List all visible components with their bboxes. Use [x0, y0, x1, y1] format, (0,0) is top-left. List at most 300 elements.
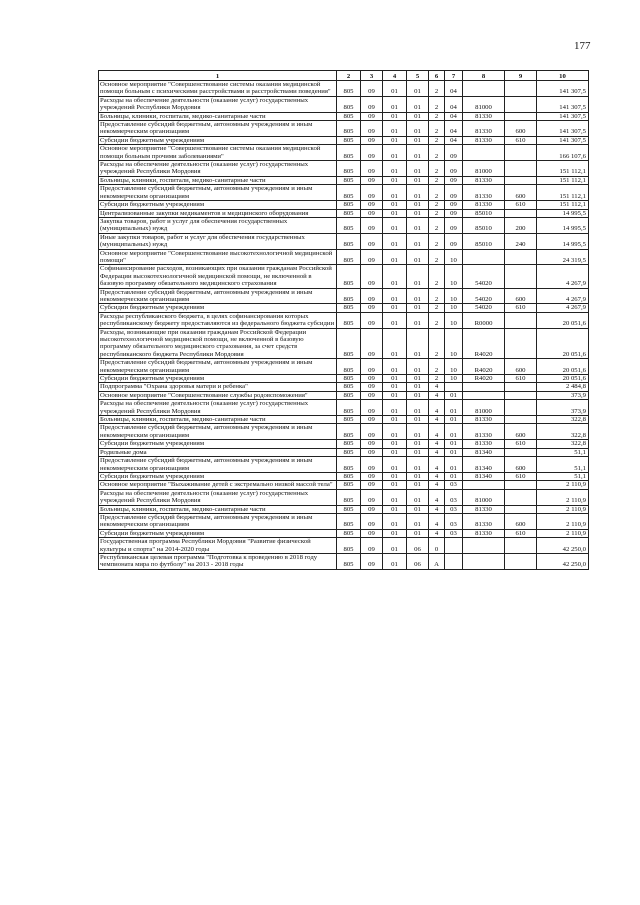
cell-direction-code: [463, 249, 505, 265]
budget-table: [98, 70, 589, 570]
cell-direction-code: 54020: [463, 288, 505, 304]
cell-activity-code: 09: [445, 176, 463, 184]
table-row: [99, 529, 589, 537]
cell-amount: 42 250,0: [537, 538, 589, 554]
table-row: [99, 209, 589, 217]
cell-subsection-code: 01: [383, 400, 407, 416]
cell-expense-type-code: 600: [505, 121, 537, 137]
cell-item-name: Субсидии бюджетным учреждениям: [99, 201, 337, 209]
cell-subsection-code: 01: [383, 233, 407, 249]
table-row: [99, 265, 589, 288]
cell-expense-type-code: [505, 538, 537, 554]
cell-amount: 2 110,9: [537, 513, 589, 529]
cell-direction-code: 81330: [463, 112, 505, 120]
cell-item-name: Иные закупки товаров, работ и услуг для обеспечения государственных (муниципальных) нужд: [99, 233, 337, 249]
table-row: [99, 513, 589, 529]
column-header: 8: [463, 71, 505, 81]
cell-item-name: Централизованные закупки медикаментов и медицинского оборудования: [99, 209, 337, 217]
cell-activity-code: 03: [445, 505, 463, 513]
cell-item-name: Расходы республиканского бюджета, в целях софинансирования которых республиканскому бюджету предоставляются из федерального бюджета субсидии: [99, 312, 337, 328]
cell-activity-code: 01: [445, 416, 463, 424]
cell-item-name: Подпрограмма "Охрана здоровья матери и ребенка": [99, 383, 337, 391]
cell-program-code: 01: [407, 96, 429, 112]
column-header: 10: [537, 71, 589, 81]
cell-item-name: Закупка товаров, работ и услуг для обеспечения государственных (муниципальных) нужд: [99, 217, 337, 233]
cell-section-code: 09: [361, 400, 383, 416]
cell-direction-code: 81330: [463, 121, 505, 137]
cell-activity-code: 04: [445, 136, 463, 144]
cell-section-code: 09: [361, 457, 383, 473]
cell-program-code: 01: [407, 136, 429, 144]
cell-expense-type-code: 610: [505, 440, 537, 448]
cell-section-code: 09: [361, 505, 383, 513]
table-row: [99, 416, 589, 424]
cell-program-code: 01: [407, 457, 429, 473]
cell-item-name: Софинансирование расходов, возникающих при оказании гражданам Российской Федерации высокотехнологичной медицинской помощи, не включенной в базовую программу обязательного медицинского страхования: [99, 265, 337, 288]
cell-ministry-code: 805: [337, 448, 361, 456]
cell-item-name: Субсидии бюджетным учреждениям: [99, 529, 337, 537]
cell-section-code: 09: [361, 529, 383, 537]
cell-section-code: 09: [361, 209, 383, 217]
cell-subsection-code: 01: [383, 112, 407, 120]
cell-expense-type-code: 600: [505, 359, 537, 375]
table-body: [99, 81, 589, 570]
cell-direction-code: R4020: [463, 375, 505, 383]
cell-expense-type-code: [505, 176, 537, 184]
table-row: [99, 505, 589, 513]
cell-direction-code: R0000: [463, 312, 505, 328]
cell-program-code: 01: [407, 440, 429, 448]
cell-subsection-code: 01: [383, 375, 407, 383]
cell-expense-type-code: [505, 96, 537, 112]
cell-item-name: Родильные дома: [99, 448, 337, 456]
cell-activity-code: [445, 538, 463, 554]
cell-amount: 51,1: [537, 457, 589, 473]
cell-ministry-code: 805: [337, 416, 361, 424]
cell-program-code: 01: [407, 161, 429, 177]
cell-item-name: Основное мероприятие "Совершенствование высокотехнологичной медицинской помощи": [99, 249, 337, 265]
cell-program-code: 01: [407, 400, 429, 416]
cell-subprogram-code: 4: [429, 416, 445, 424]
cell-amount: 24 319,5: [537, 249, 589, 265]
cell-amount: 322,8: [537, 440, 589, 448]
cell-item-name: Больницы, клиники, госпитали, медико-санитарные части: [99, 176, 337, 184]
cell-expense-type-code: [505, 112, 537, 120]
cell-section-code: 09: [361, 538, 383, 554]
budget-table-container: [98, 70, 588, 570]
cell-subsection-code: 01: [383, 81, 407, 97]
cell-subprogram-code: 2: [429, 145, 445, 161]
cell-expense-type-code: [505, 481, 537, 489]
table-row: [99, 288, 589, 304]
cell-direction-code: 81000: [463, 489, 505, 505]
cell-direction-code: 54020: [463, 304, 505, 312]
cell-section-code: 09: [361, 375, 383, 383]
cell-ministry-code: 805: [337, 112, 361, 120]
table-row: [99, 538, 589, 554]
cell-activity-code: 01: [445, 424, 463, 440]
cell-subsection-code: 01: [383, 383, 407, 391]
cell-expense-type-code: [505, 312, 537, 328]
cell-subprogram-code: 2: [429, 185, 445, 201]
cell-expense-type-code: 610: [505, 304, 537, 312]
cell-item-name: Больницы, клиники, госпитали, медико-санитарные части: [99, 416, 337, 424]
cell-activity-code: 09: [445, 201, 463, 209]
cell-program-code: 01: [407, 112, 429, 120]
cell-direction-code: 81330: [463, 424, 505, 440]
cell-activity-code: 03: [445, 513, 463, 529]
cell-activity-code: 03: [445, 489, 463, 505]
cell-item-name: Предоставление субсидий бюджетным, автономным учреждениям и иным некоммерческим организациям: [99, 121, 337, 137]
column-header: 6: [429, 71, 445, 81]
table-row: [99, 136, 589, 144]
cell-ministry-code: 805: [337, 359, 361, 375]
column-header: 2: [337, 71, 361, 81]
cell-activity-code: 03: [445, 481, 463, 489]
cell-direction-code: 85010: [463, 233, 505, 249]
cell-item-name: Расходы на обеспечение деятельности (оказание услуг) государственных учреждений Республики Мордовия: [99, 400, 337, 416]
cell-amount: 2 110,9: [537, 481, 589, 489]
table-row: [99, 176, 589, 184]
cell-activity-code: [445, 553, 463, 569]
cell-expense-type-code: [505, 416, 537, 424]
cell-activity-code: 10: [445, 288, 463, 304]
cell-amount: 322,8: [537, 424, 589, 440]
cell-section-code: 09: [361, 553, 383, 569]
cell-subsection-code: 01: [383, 457, 407, 473]
cell-subsection-code: 01: [383, 529, 407, 537]
column-header: 4: [383, 71, 407, 81]
cell-amount: 20 051,6: [537, 359, 589, 375]
cell-amount: 141 307,5: [537, 81, 589, 97]
cell-program-code: 01: [407, 312, 429, 328]
cell-expense-type-code: 200: [505, 217, 537, 233]
cell-subsection-code: 01: [383, 312, 407, 328]
cell-ministry-code: 805: [337, 383, 361, 391]
table-row: [99, 375, 589, 383]
cell-direction-code: 81000: [463, 400, 505, 416]
cell-program-code: 01: [407, 185, 429, 201]
cell-subprogram-code: 2: [429, 161, 445, 177]
table-row: [99, 489, 589, 505]
cell-subsection-code: 01: [383, 209, 407, 217]
page-number: 177: [574, 40, 591, 52]
cell-expense-type-code: [505, 553, 537, 569]
cell-amount: 141 307,5: [537, 121, 589, 137]
cell-amount: 141 307,5: [537, 96, 589, 112]
cell-expense-type-code: 610: [505, 529, 537, 537]
cell-direction-code: 81330: [463, 505, 505, 513]
cell-direction-code: [463, 81, 505, 97]
table-row: [99, 383, 589, 391]
cell-direction-code: R4020: [463, 359, 505, 375]
cell-expense-type-code: [505, 505, 537, 513]
cell-subprogram-code: 2: [429, 288, 445, 304]
cell-ministry-code: 805: [337, 217, 361, 233]
cell-program-code: 01: [407, 448, 429, 456]
cell-expense-type-code: 610: [505, 136, 537, 144]
cell-item-name: Больницы, клиники, госпитали, медико-санитарные части: [99, 505, 337, 513]
cell-amount: 151 112,1: [537, 161, 589, 177]
cell-section-code: 09: [361, 448, 383, 456]
table-row: [99, 400, 589, 416]
cell-ministry-code: 805: [337, 233, 361, 249]
cell-ministry-code: 805: [337, 249, 361, 265]
cell-subprogram-code: 4: [429, 391, 445, 399]
cell-activity-code: 01: [445, 448, 463, 456]
cell-ministry-code: 805: [337, 472, 361, 480]
cell-activity-code: 03: [445, 529, 463, 537]
cell-program-code: 01: [407, 416, 429, 424]
cell-subprogram-code: 2: [429, 96, 445, 112]
cell-expense-type-code: 600: [505, 457, 537, 473]
cell-expense-type-code: [505, 383, 537, 391]
cell-amount: 151 112,1: [537, 176, 589, 184]
cell-amount: 20 051,6: [537, 328, 589, 359]
cell-subprogram-code: 2: [429, 217, 445, 233]
cell-subprogram-code: 2: [429, 265, 445, 288]
table-row: [99, 328, 589, 359]
cell-direction-code: 81340: [463, 472, 505, 480]
cell-section-code: 09: [361, 176, 383, 184]
table-row: [99, 112, 589, 120]
cell-subsection-code: 01: [383, 489, 407, 505]
cell-subsection-code: 01: [383, 440, 407, 448]
cell-subsection-code: 01: [383, 136, 407, 144]
cell-expense-type-code: [505, 145, 537, 161]
cell-subsection-code: 01: [383, 217, 407, 233]
cell-subprogram-code: 4: [429, 440, 445, 448]
cell-amount: 2 484,8: [537, 383, 589, 391]
cell-activity-code: 01: [445, 472, 463, 480]
table-row: [99, 145, 589, 161]
cell-subprogram-code: 2: [429, 312, 445, 328]
cell-program-code: 01: [407, 145, 429, 161]
cell-activity-code: 04: [445, 96, 463, 112]
table-row: [99, 312, 589, 328]
cell-direction-code: 81330: [463, 513, 505, 529]
cell-ministry-code: 805: [337, 529, 361, 537]
cell-direction-code: 81330: [463, 176, 505, 184]
cell-activity-code: 09: [445, 145, 463, 161]
cell-ministry-code: 805: [337, 288, 361, 304]
cell-subsection-code: 01: [383, 249, 407, 265]
cell-subprogram-code: 2: [429, 304, 445, 312]
cell-amount: 166 107,6: [537, 145, 589, 161]
cell-direction-code: [463, 553, 505, 569]
cell-direction-code: 85010: [463, 217, 505, 233]
cell-program-code: 01: [407, 304, 429, 312]
table-row: [99, 457, 589, 473]
cell-amount: 14 995,5: [537, 209, 589, 217]
cell-amount: 322,8: [537, 416, 589, 424]
cell-ministry-code: 805: [337, 400, 361, 416]
cell-program-code: 01: [407, 209, 429, 217]
cell-section-code: 09: [361, 489, 383, 505]
cell-ministry-code: 805: [337, 96, 361, 112]
cell-amount: 4 267,9: [537, 288, 589, 304]
cell-program-code: 01: [407, 424, 429, 440]
cell-section-code: 09: [361, 233, 383, 249]
cell-activity-code: 01: [445, 440, 463, 448]
cell-expense-type-code: [505, 400, 537, 416]
cell-subprogram-code: 2: [429, 375, 445, 383]
cell-item-name: Предоставление субсидий бюджетным, автономным учреждениям и иным некоммерческим организациям: [99, 424, 337, 440]
cell-item-name: Государственная программа Республики Мордовия "Развитие физической культуры и спорта" на 2014-2020 годы: [99, 538, 337, 554]
cell-section-code: 09: [361, 161, 383, 177]
cell-subsection-code: 01: [383, 185, 407, 201]
cell-expense-type-code: [505, 209, 537, 217]
table-row: [99, 472, 589, 480]
cell-program-code: 01: [407, 233, 429, 249]
cell-subprogram-code: 4: [429, 448, 445, 456]
cell-section-code: 09: [361, 440, 383, 448]
cell-program-code: 01: [407, 121, 429, 137]
cell-ministry-code: 805: [337, 457, 361, 473]
cell-expense-type-code: [505, 81, 537, 97]
cell-section-code: 09: [361, 391, 383, 399]
cell-ministry-code: 805: [337, 209, 361, 217]
cell-subsection-code: 01: [383, 288, 407, 304]
cell-item-name: Основное мероприятие "Выхаживание детей с экстремально низкой массой тела": [99, 481, 337, 489]
cell-item-name: Предоставление субсидий бюджетным, автономным учреждениям и иным некоммерческим организациям: [99, 457, 337, 473]
cell-activity-code: 04: [445, 81, 463, 97]
cell-activity-code: 10: [445, 249, 463, 265]
cell-amount: 51,1: [537, 448, 589, 456]
cell-section-code: 09: [361, 481, 383, 489]
cell-program-code: 01: [407, 481, 429, 489]
table-row: [99, 121, 589, 137]
cell-ministry-code: 805: [337, 328, 361, 359]
cell-ministry-code: 805: [337, 201, 361, 209]
cell-section-code: 09: [361, 136, 383, 144]
table-row: [99, 233, 589, 249]
cell-item-name: Республиканская целевая программа "Подготовка к проведению в 2018 году чемпионата мира по футболу" на 2013 - 2018 годы: [99, 553, 337, 569]
cell-subsection-code: 01: [383, 481, 407, 489]
cell-section-code: 09: [361, 416, 383, 424]
cell-expense-type-code: [505, 489, 537, 505]
cell-ministry-code: 805: [337, 185, 361, 201]
cell-activity-code: 10: [445, 265, 463, 288]
cell-program-code: 01: [407, 288, 429, 304]
cell-section-code: 09: [361, 145, 383, 161]
cell-amount: 373,9: [537, 391, 589, 399]
cell-section-code: 09: [361, 112, 383, 120]
cell-subsection-code: 01: [383, 201, 407, 209]
cell-ministry-code: 805: [337, 538, 361, 554]
cell-ministry-code: 805: [337, 81, 361, 97]
cell-activity-code: 09: [445, 161, 463, 177]
cell-activity-code: [445, 383, 463, 391]
cell-program-code: 01: [407, 529, 429, 537]
column-header: 3: [361, 71, 383, 81]
cell-item-name: Основное мероприятие "Совершенствование службы родовспоможения": [99, 391, 337, 399]
cell-item-name: Больницы, клиники, госпитали, медико-санитарные части: [99, 112, 337, 120]
cell-ministry-code: 805: [337, 136, 361, 144]
cell-expense-type-code: 600: [505, 513, 537, 529]
cell-program-code: 06: [407, 538, 429, 554]
cell-activity-code: 09: [445, 185, 463, 201]
cell-item-name: Субсидии бюджетным учреждениям: [99, 440, 337, 448]
cell-section-code: 09: [361, 185, 383, 201]
cell-ministry-code: 805: [337, 375, 361, 383]
cell-ministry-code: 805: [337, 265, 361, 288]
cell-program-code: 01: [407, 383, 429, 391]
cell-expense-type-code: 600: [505, 424, 537, 440]
table-row: [99, 448, 589, 456]
cell-ministry-code: 805: [337, 161, 361, 177]
cell-ministry-code: 805: [337, 391, 361, 399]
cell-expense-type-code: 600: [505, 288, 537, 304]
cell-direction-code: [463, 383, 505, 391]
cell-activity-code: 09: [445, 233, 463, 249]
cell-amount: 141 307,5: [537, 136, 589, 144]
cell-subprogram-code: 4: [429, 529, 445, 537]
cell-ministry-code: 805: [337, 440, 361, 448]
cell-subsection-code: 01: [383, 448, 407, 456]
cell-subprogram-code: 2: [429, 209, 445, 217]
cell-activity-code: 10: [445, 375, 463, 383]
cell-subsection-code: 01: [383, 161, 407, 177]
cell-subprogram-code: А: [429, 553, 445, 569]
cell-amount: 151 112,1: [537, 201, 589, 209]
cell-program-code: 01: [407, 472, 429, 480]
table-row: [99, 81, 589, 97]
cell-subprogram-code: 4: [429, 457, 445, 473]
cell-direction-code: [463, 538, 505, 554]
cell-direction-code: 85010: [463, 209, 505, 217]
cell-direction-code: [463, 481, 505, 489]
cell-program-code: 01: [407, 489, 429, 505]
cell-subsection-code: 01: [383, 391, 407, 399]
cell-direction-code: R4020: [463, 328, 505, 359]
cell-amount: 14 995,5: [537, 217, 589, 233]
cell-expense-type-code: [505, 391, 537, 399]
cell-amount: 51,1: [537, 472, 589, 480]
cell-subsection-code: 01: [383, 553, 407, 569]
cell-program-code: 01: [407, 249, 429, 265]
table-row: [99, 304, 589, 312]
cell-amount: 373,9: [537, 400, 589, 416]
cell-expense-type-code: 240: [505, 233, 537, 249]
cell-subprogram-code: 4: [429, 424, 445, 440]
cell-direction-code: 81340: [463, 457, 505, 473]
cell-item-name: Субсидии бюджетным учреждениям: [99, 136, 337, 144]
cell-ministry-code: 805: [337, 312, 361, 328]
cell-program-code: 01: [407, 217, 429, 233]
cell-item-name: Субсидии бюджетным учреждениям: [99, 375, 337, 383]
cell-item-name: Субсидии бюджетным учреждениям: [99, 472, 337, 480]
cell-program-code: 01: [407, 81, 429, 97]
cell-item-name: Предоставление субсидий бюджетным, автономным учреждениям и иным некоммерческим организациям: [99, 359, 337, 375]
cell-amount: 42 250,0: [537, 553, 589, 569]
cell-subprogram-code: 4: [429, 481, 445, 489]
table-row: [99, 481, 589, 489]
cell-subsection-code: 01: [383, 505, 407, 513]
cell-ministry-code: 805: [337, 505, 361, 513]
cell-direction-code: 81330: [463, 529, 505, 537]
cell-expense-type-code: [505, 448, 537, 456]
cell-item-name: Расходы на обеспечение деятельности (оказание услуг) государственных учреждений Республики Мордовия: [99, 489, 337, 505]
cell-subsection-code: 01: [383, 176, 407, 184]
cell-subsection-code: 01: [383, 513, 407, 529]
cell-expense-type-code: 610: [505, 375, 537, 383]
cell-expense-type-code: 600: [505, 185, 537, 201]
column-header: 1: [99, 71, 337, 81]
cell-direction-code: [463, 391, 505, 399]
cell-subsection-code: 01: [383, 145, 407, 161]
table-header-row: [99, 71, 589, 81]
